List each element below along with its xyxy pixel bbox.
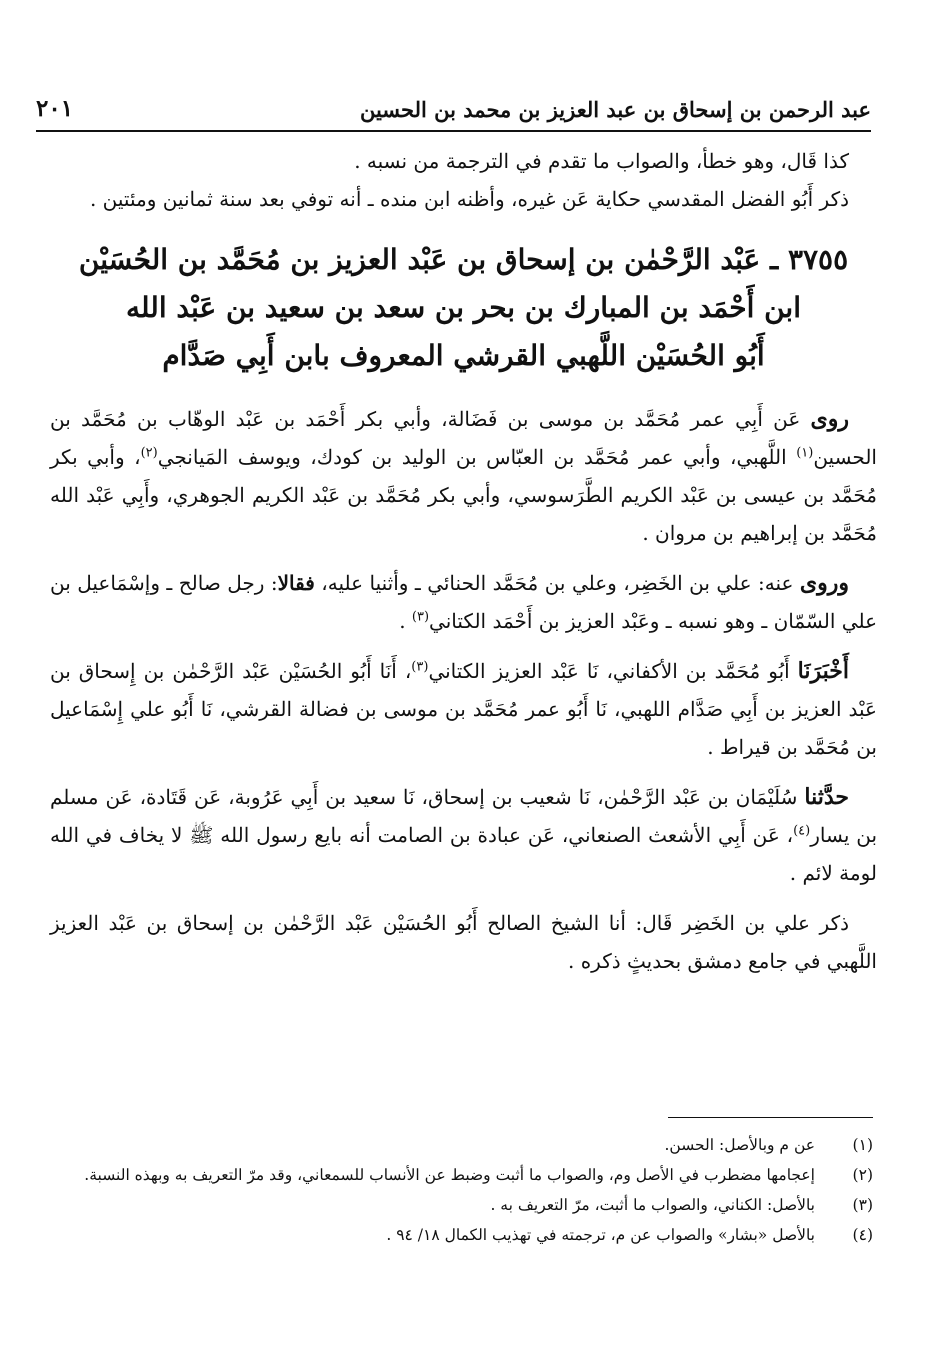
running-header (36, 70, 871, 132)
closing-paragraph: ذكر علي بن الخَضِر قَال: أنا الشيخ الصالح أَبُو الحُسَيْن عَبْد الرَّحْمٰن بن إسحاق بن عَبْد العزيز اللَّهبي في جامع دمشق بحديثٍ ذكره . (50, 911, 877, 973)
keyword-haddathana: حدَّثنا (804, 784, 849, 810)
keyword-rawa: روى (810, 406, 849, 432)
footnote-text: بالأصل: الكناني، والصواب ما أثبت، مرّ التعريف به . (490, 1196, 815, 1214)
paragraph-text: عنه: علي بن الخَضِر، وعلي بن مُحَمَّد الحنائي ـ وأثنيا عليه، (314, 571, 800, 595)
paragraph-text: ، عَن أَبِي الأشعث الصنعاني، عَن عبادة بن الصامت أنه بايع رسول الله ﷺ لا يخاف في الله لومة لائم . (50, 823, 877, 885)
footnote-number: (٤) (852, 1226, 873, 1244)
intro-paragraph-2: ذكر أَبُو الفضل المقدسي حكاية عَن غيره، وأظنه ابن منده ـ أنه توفي بعد سنة ثمانين ومئتين . (89, 187, 849, 211)
footnote-text: بالأصل «بشار» والصواب عن م، ترجمته في تهذيب الكمال ١٨/ ٩٤ . (386, 1226, 815, 1244)
footnote-ref-2[interactable]: (٢) (140, 445, 158, 461)
footnotes (50, 1132, 873, 1252)
footnote-number: (١) (852, 1136, 873, 1154)
entry-heading-line-1: ٣٧٥٥ ـ عَبْد الرَّحْمٰن بن إسحاق بن عَبْد العزيز بن مُحَمَّد بن الحُسَيْن (78, 243, 849, 276)
narrated-from-paragraph (50, 400, 877, 552)
footnote-number: (٣) (852, 1196, 873, 1214)
keyword-wa-rawa: وروى (799, 570, 850, 596)
footnote-text: إعجامها مضطرب في الأصل وم، والصواب ما أثبت وضبط عن الأنساب للسمعاني، وقد مرّ التعريف به وبهذه النسبة. (84, 1166, 815, 1184)
page-number: ٢٠١ (36, 95, 74, 122)
footnote-divider (668, 1117, 873, 1118)
footnote-ref-1[interactable]: (١) (796, 445, 814, 461)
footnote-ref-3[interactable]: (٣) (411, 659, 429, 675)
isnad-paragraph-1 (50, 652, 877, 766)
paragraph-text: اللَّهبي، وأبي عمر مُحَمَّد بن العبّاس بن الوليد بن كودك، ويوسف المَيانجي (157, 445, 797, 469)
footnote-ref-4[interactable]: (٤) (793, 823, 811, 839)
paragraph-text: ، أَنَا أَبُو الحُسَيْن عَبْد الرَّحْمٰن بن إِسحاق بن عَبْد العزيز بن أَبِي صَدَّام اللهبي، نَا أَبُو عمر مُحَمَّد بن موسى بن فضالة القرشي، نَا أَبُو علي إِسْمَاعيل بن مُحَمَّد بن قيراط . (50, 659, 877, 759)
intro-paragraph-1: كذا قَال، وهو خطأ، والصواب ما تقدم في الترجمة من نسبه . (354, 149, 849, 173)
keyword-akhbarana: أَخْبَرَنَا (797, 658, 849, 684)
main-text (50, 142, 877, 980)
footnote-4 (50, 1222, 873, 1248)
entry-heading-line-2: ابن أَحْمَد بن المبارك بن بحر بن سعد بن سعيد بن عَبْد الله (126, 291, 801, 324)
paragraph-text: سُلَيْمَان بن عَبْد الرَّحْمٰن، نَا شعيب بن إسحاق، نَا سعيد بن أَبِي عَرُوبة، عَن قَتَادة، عَن مسلم بن يسار (50, 785, 878, 847)
footnote-ref-3[interactable]: (٣) (411, 609, 430, 625)
entry-heading (50, 236, 877, 380)
paragraph-text: ، وأبي بكر مُحَمَّد بن عيسى بن عَبْد الكريم الطَّرَسوسي، وأبي بكر مُحَمَّد بن عَبْد الكريم الجوهري، وأَبِي عَبْد الله مُحَمَّد بن إبراهيم بن مروان . (50, 445, 877, 545)
footnote-2 (50, 1162, 873, 1188)
footnote-1 (50, 1132, 873, 1158)
keyword-faqala: فقالا (277, 571, 315, 595)
paragraph-text: : رجل صالح ـ وإسْمَاعيل بن علي السّمّان ـ وهو نسبه ـ وعَبْد العزيز بن أَحْمَد الكتاني (50, 571, 877, 633)
footnote-number: (٢) (852, 1166, 873, 1184)
isnad-paragraph-2 (50, 778, 877, 892)
paragraph-text: . (399, 609, 412, 633)
paragraph-text: عَن أَبِي عمر مُحَمَّد بن موسى بن فَضَالة، وأبي بكر أَحْمَد بن عَبْد الوهّاب بن مُحَمَّد بن الحسين (50, 407, 877, 469)
entry-heading-line-3: أَبُو الحُسَيْن اللَّهبي القرشي المعروف بابن أَبِي صَدَّام (162, 339, 765, 372)
footnote-3 (50, 1192, 873, 1218)
paragraph-text: أَبُو مُحَمَّد بن الأكفاني، نَا عَبْد العزيز الكتاني (428, 659, 798, 683)
running-title: عبد الرحمن بن إسحاق بن عبد العزيز بن محمد بن الحسين (359, 97, 871, 122)
footnote-text: عن م وبالأصل: الحسن. (664, 1136, 815, 1154)
narrated-by-paragraph (50, 564, 877, 640)
